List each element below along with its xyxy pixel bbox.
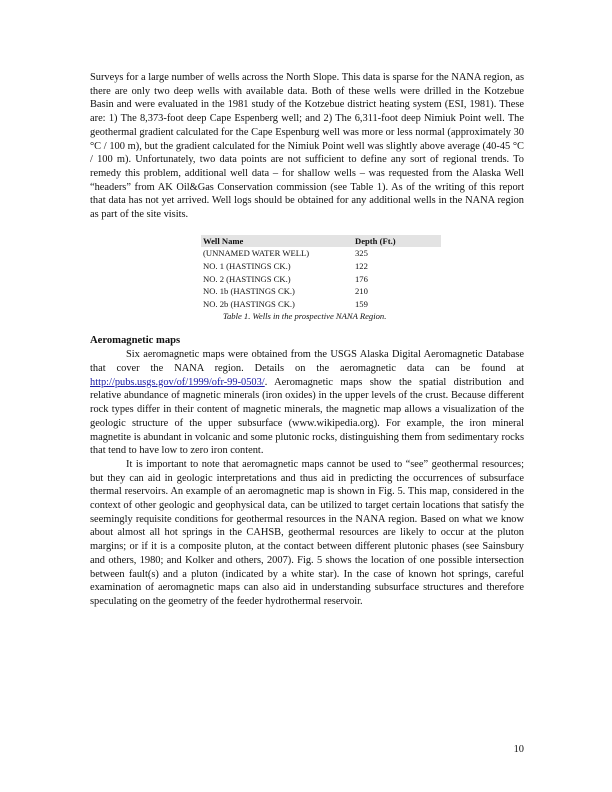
usgs-link[interactable]: http://pubs.usgs.gov/of/1999/ofr-99-0503/: [90, 376, 265, 388]
well-name-cell: NO. 2b (HASTINGS CK.): [203, 298, 295, 309]
depth-cell: 122: [355, 260, 368, 271]
paragraph-aeromagnetic-intro: [90, 348, 524, 458]
depth-cell: 325: [355, 248, 368, 259]
table-row: [201, 260, 441, 273]
page-number: 10: [513, 744, 524, 755]
well-name-cell: NO. 1 (HASTINGS CK.): [203, 260, 291, 271]
header-depth: Depth (Ft.): [353, 235, 441, 248]
table-row: [201, 273, 441, 286]
table-row: [201, 298, 441, 311]
well-name-cell: (UNNAMED WATER WELL): [203, 248, 310, 259]
depth-cell: 176: [355, 273, 368, 284]
well-name-cell: NO. 2 (HASTINGS CK.): [203, 273, 291, 284]
section-heading: Aeromagnetic maps: [90, 335, 181, 347]
table-header-row: [201, 235, 441, 248]
document-page: [90, 71, 524, 609]
paragraph-text: . Aeromagnetic maps show the spatial distribution and relative abundance of magnetic minerals (iron oxides) in the upper levels of the crust. Because different rock types differ in their content of magnetic minerals, the magnetic map allows a visualization of the geologic structure of the upper subsurface (www.wikipedia.org). For example, the iron mineral magnetite is abundant in volcanic and some plutonic rocks, distinguishing them from sedimentary rocks that tend to have low to zero iron content.: [90, 376, 524, 457]
table-row: [201, 285, 441, 298]
well-table-container: [201, 235, 441, 323]
table-caption: Table 1. Wells in the prospective NANA Region.: [223, 311, 387, 322]
header-well-name: Well Name: [201, 235, 353, 248]
paragraph-aeromagnetic-use: It is important to note that aeromagnetic maps cannot be used to “see” geothermal resources; but they can aid in geologic interpretations and thus aid in predicting the occurrences of subsurface thermal reservoirs. An example of an aeromagnetic map is shown in Fig. 5. This map, considered in the context of other geologic and geophysical data, can be utilized to target certain locations that satisfy the seemingly requisite conditions for geothermal resources in the NANA region. Based on what we know about almost all hot springs in the CAHSB, geothermal resources are likely to occur at the pluton margins; or if it is a composite pluton, at the contact between different plutonic phases (see Sainsbury and others, 1980; and Kolker and others, 2007). Fig. 5 shows the location of one possible intersection between fault(s) and a pluton (indicated by a white star). In the case of known hot springs, careful examination of aeromagnetic maps can also aid in understanding subsurface structures and therefore speculating on the geometry of the feeder hydrothermal reservoir.: [90, 458, 524, 607]
paragraph-well-data: Surveys for a large number of wells across the North Slope. This data is sparse for the NANA region, as there are only two deep wells with available data. Both of these wells were drilled in the Kotzebue Basin and were evaluated in the 1981 study of the Kotzebue district heating system (ESI, 1981). These are: 1) The 8,373-foot deep Cape Espenberg well; and 2) The 6,311-foot deep Nimiuk Point well. The geothermal gradient calculated for the Cape Espenburg well was more or less normal (approximately 30 °C / 100 m), but the gradient calculated for the Nimiuk Point well was slightly above average (40-45 °C / 100 m). Unfortunately, two data points are not sufficient to define any sort of regional trends. To remedy this problem, additional well data – for shallow wells – was requested from the Alaska Well “headers” from AK Oil&Gas Conservation commission (see Table 1). As of the writing of this report that data has not yet arrived. Well logs should be obtained for any additional wells in the NANA region as part of the site visits.: [90, 72, 524, 221]
paragraph-text: Six aeromagnetic maps were obtained from the USGS Alaska Digital Aeromagnetic Database that cover the NANA region. Details on the aeromagnetic data can be found at: [90, 349, 524, 374]
well-table: [201, 235, 441, 311]
table-row: [201, 247, 441, 260]
depth-cell: 159: [355, 298, 368, 309]
well-name-cell: NO. 1b (HASTINGS CK.): [203, 286, 295, 297]
depth-cell: 210: [355, 286, 368, 297]
